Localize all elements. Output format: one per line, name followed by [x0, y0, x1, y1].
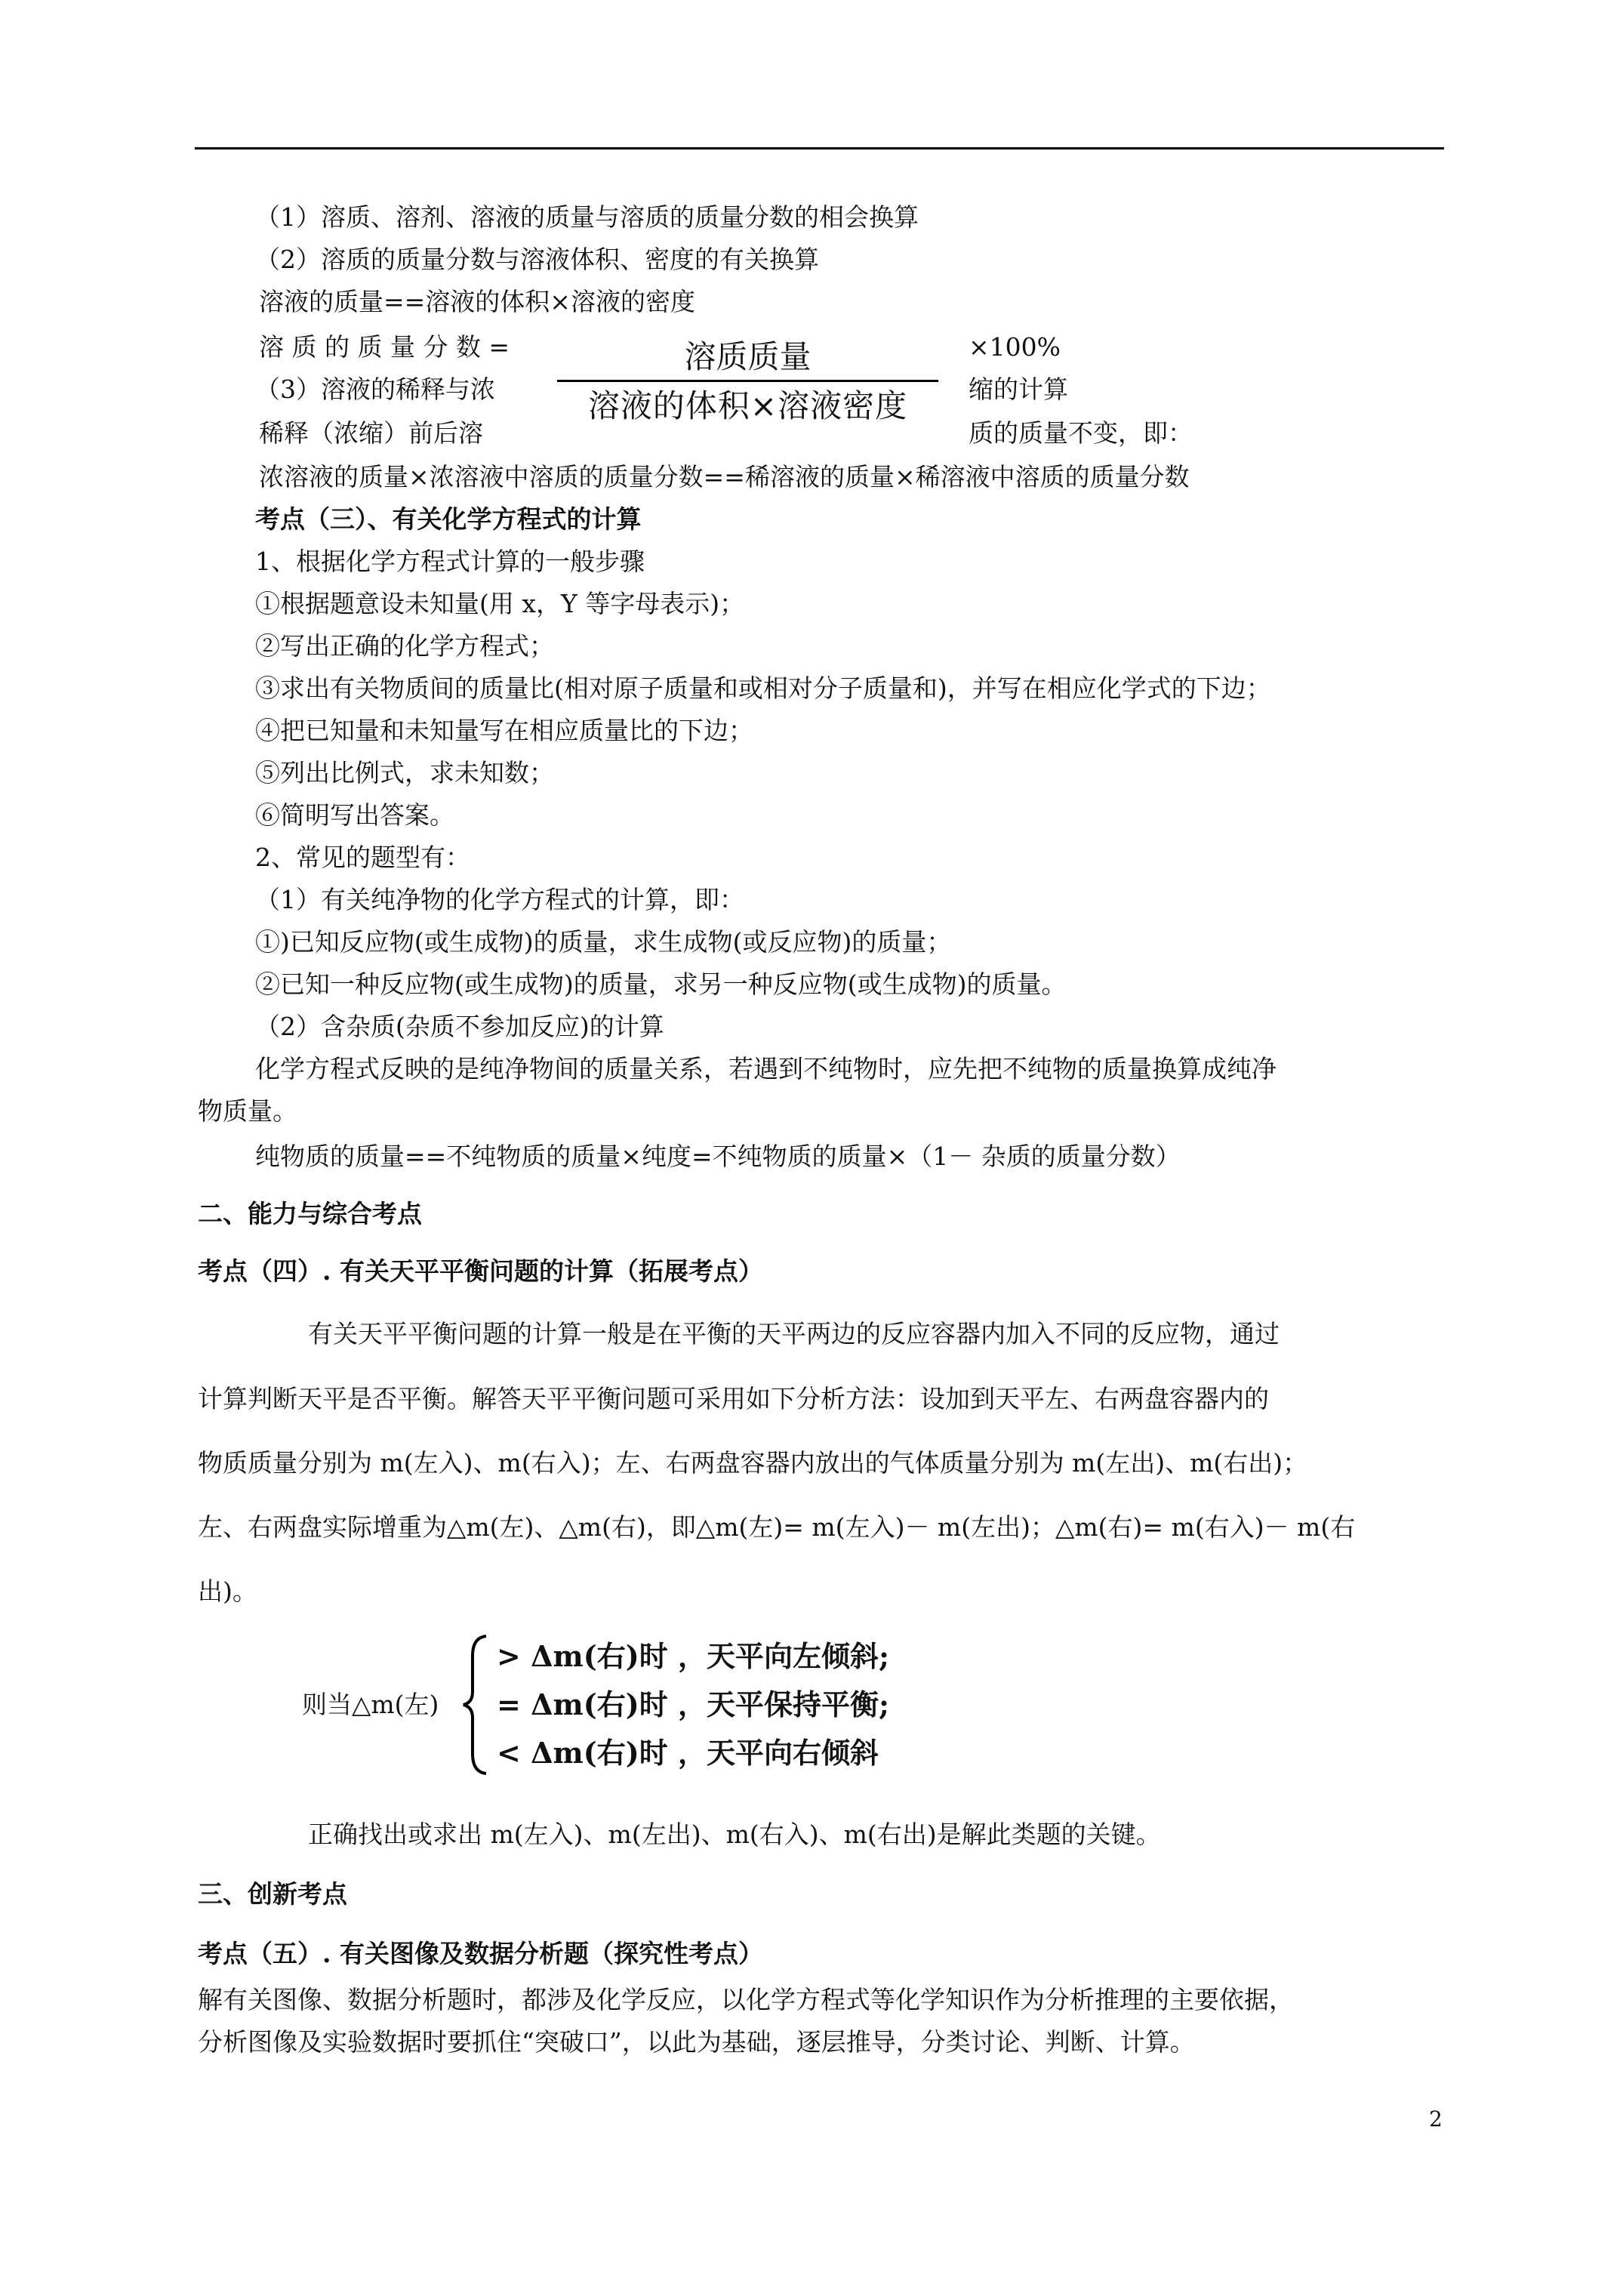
section-heading: 三、创新考点	[198, 1879, 347, 1909]
mass-fraction-formula	[557, 336, 938, 427]
balance-cases	[460, 1633, 944, 1777]
fraction-denominator: 溶液的体积×溶液密度	[587, 387, 908, 424]
case-right-tilt: < Δm(右)时 ，天平向右倾斜	[497, 1736, 879, 1770]
text-line: 物质量。	[198, 1096, 297, 1126]
page-number: 2	[1429, 2106, 1443, 2131]
text-line: 则当△m(左)	[302, 1690, 439, 1719]
text-line: （3）溶液的稀释与浓	[255, 374, 495, 404]
header-rule	[195, 147, 1444, 149]
section-heading: 考点（五）. 有关图像及数据分析题（探究性考点）	[198, 1939, 763, 1968]
text-line: 纯物质的质量==不纯物质的质量×纯度=不纯物质的质量×（1－ 杂质的质量分数）	[255, 1142, 1181, 1171]
fraction-bar	[557, 380, 938, 382]
text-line: ②写出正确的化学方程式；	[255, 631, 554, 661]
case-balanced: = Δm(右)时 ，天平保持平衡;	[497, 1687, 889, 1721]
text-line: ①根据题意设未知量(用 x，Y 等字母表示)；	[255, 589, 745, 618]
fraction-numerator: 溶质质量	[684, 338, 812, 375]
text-line: 浓溶液的质量×浓溶液中溶质的质量分数==稀溶液的质量×稀溶液中溶质的质量分数	[259, 462, 1190, 492]
text-line: 正确找出或求出 m(左入)、m(左出)、m(右入)、m(右出)是解此类题的关键。	[308, 1820, 1161, 1849]
text-line: 解有关图像、数据分析题时，都涉及化学反应，以化学方程式等化学知识作为分析推理的主要依据，	[198, 1985, 1294, 2014]
text-line: 化学方程式反映的是纯净物间的质量关系，若遇到不纯物时，应先把不纯物的质量换算成纯净	[255, 1054, 1277, 1083]
text-line: 左、右两盘实际增重为△m(左)、△m(右)，即△m(左)= m(左入)－ m(左出)；△m(右)= m(右入)－ m(右	[198, 1512, 1356, 1542]
left-brace	[460, 1633, 491, 1777]
section-heading: 考点（四）. 有关天平平衡问题的计算（拓展考点）	[198, 1256, 763, 1286]
text-line: 有关天平平衡问题的计算一般是在平衡的天平两边的反应容器内加入不同的反应物，通过	[308, 1319, 1280, 1348]
text-line: ⑤列出比例式，求未知数；	[255, 758, 554, 787]
text-line: ×100%	[969, 332, 1061, 362]
text-line: 质的质量不变，即：	[969, 418, 1193, 448]
text-line: 2、常见的题型有：	[255, 843, 470, 872]
text-line: ②已知一种反应物(或生成物)的质量，求另一种反应物(或生成物)的质量。	[255, 969, 1067, 999]
text-line: 溶液的质量==溶液的体积×溶液的密度	[259, 287, 695, 316]
text-line: 物质质量分别为 m(左入)、m(右入)；左、右两盘容器内放出的气体质量分别为 m(左出)、m(右出)；	[198, 1448, 1308, 1478]
text-line: 溶 质 的 质 量 分 数 =	[259, 332, 510, 362]
text-line: ⑥简明写出答案。	[255, 800, 454, 830]
section-heading: 二、能力与综合考点	[198, 1199, 422, 1228]
text-line: 出)。	[198, 1576, 257, 1606]
text-line: （2）溶质的质量分数与溶液体积、密度的有关换算	[255, 245, 819, 274]
text-line: 计算判断天平是否平衡。解答天平平衡问题可采用如下分析方法：设加到天平左、右两盘容器内的	[198, 1384, 1269, 1413]
text-line: （2）含杂质(杂质不参加反应)的计算	[255, 1012, 664, 1041]
text-line: 缩的计算	[969, 374, 1068, 404]
text-line: （1）溶质、溶剂、溶液的质量与溶质的质量分数的相会换算	[255, 202, 919, 232]
text-line: ③求出有关物质间的质量比(相对原子质量和或相对分子质量和)，并写在相应化学式的下边；	[255, 673, 1271, 703]
text-line: 1、根据化学方程式计算的一般步骤	[255, 547, 645, 576]
text-line: （1）有关纯净物的化学方程式的计算，即：	[255, 885, 744, 914]
case-left-tilt: > Δm(右)时 ，天平向左倾斜;	[497, 1639, 889, 1673]
text-line: 稀释（浓缩）前后溶	[259, 418, 483, 448]
section-heading: 考点（三）、有关化学方程式的计算	[255, 504, 642, 534]
text-line: ④把已知量和未知量写在相应质量比的下边；	[255, 716, 753, 745]
text-line: 分析图像及实验数据时要抓住“突破口”，以此为基础，逐层推导，分类讨论、判断、计算。	[198, 2027, 1195, 2057]
text-line: ①)已知反应物(或生成物)的质量，求生成物(或反应物)的质量；	[255, 927, 952, 957]
